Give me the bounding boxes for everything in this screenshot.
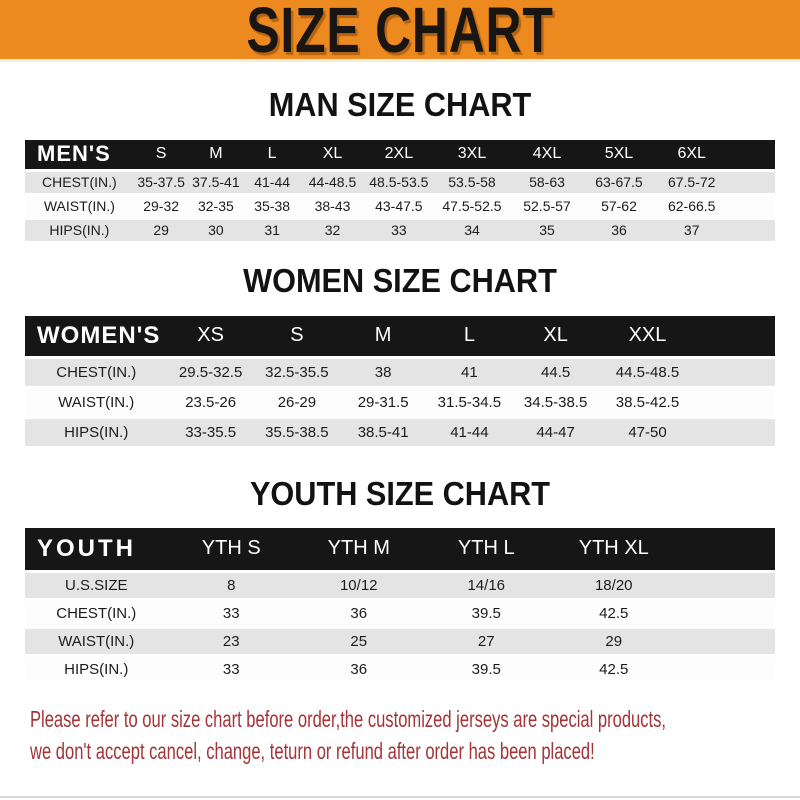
measurement-value: 44.5-48.5 [615,364,680,381]
women-section-title: WOMEN SIZE CHART [243,261,557,299]
measurement-value: 38-43 [314,198,351,214]
row-filler-cell [696,388,775,418]
table-group-label: WOMEN'S [37,321,161,349]
measurement-value: 39.5 [471,660,501,678]
measurement-value: 43-47.5 [375,198,423,214]
size-column-header: L [267,145,277,163]
measurement-value: 67.5-72 [667,174,716,190]
row-filler-cell [729,194,775,218]
measurement-value: 29-31.5 [357,394,409,411]
size-header-row [25,528,775,571]
measurement-row [25,627,775,655]
measurement-value: 36 [350,604,368,622]
measurement-label: CHEST(IN.) [56,364,137,381]
size-column-header: M [209,145,223,163]
size-column-header: XL [543,324,568,347]
measurement-value: 33 [391,222,407,238]
measurement-value: 33 [222,660,240,678]
measurement-value: 32.5-35.5 [265,364,329,381]
size-column-header: 6XL [677,145,706,163]
size-column-header: XL [322,145,343,163]
measurement-value: 33 [222,604,240,622]
measurement-value: 44.5 [541,364,571,381]
row-filler-cell [678,655,776,683]
youth-size-section [0,475,800,685]
measurement-value: 57-62 [601,198,637,214]
measurement-value: 35.5-38.5 [265,424,329,441]
measurement-value: 25 [350,632,368,650]
measurement-value: 44-47 [536,424,575,441]
measurement-value: 27 [477,632,495,650]
measurement-value: 29 [153,222,169,238]
size-column-header: M [374,324,392,347]
size-column-header: 2XL [384,145,414,163]
measurement-value: 29.5-32.5 [178,364,243,381]
measurement-label: WAIST(IN.) [43,198,115,214]
measurement-label: CHEST(IN.) [56,604,137,622]
measurement-row [25,418,775,448]
measurement-value: 47.5-52.5 [442,198,502,214]
measurement-value: 30 [208,222,224,238]
size-column-header: 4XL [532,145,562,163]
measurement-value: 47-50 [628,424,667,441]
measurement-value: 41-44 [450,424,489,441]
measurement-label: HIPS(IN.) [64,660,129,678]
size-column-header: YTH L [457,537,515,560]
measurement-row [25,655,775,683]
measurement-row [25,599,775,627]
measurement-row [25,358,775,388]
measurement-value: 29-32 [143,198,180,214]
measurement-value: 14/16 [467,576,506,594]
measurement-label: CHEST(IN.) [42,174,117,190]
header-filler-cell [678,528,776,571]
measurement-value: 34 [464,222,480,238]
measurement-value: 35-38 [254,198,291,214]
measurement-value: 33-35.5 [185,424,237,441]
measurement-label: HIPS(IN.) [49,222,110,238]
women-size-table [25,316,775,450]
measurement-value: 41 [461,364,478,381]
measurement-value: 18/20 [594,576,633,594]
measurement-label: HIPS(IN.) [64,424,129,441]
measurement-value: 58-63 [529,174,565,190]
size-column-header: S [155,145,167,163]
measurement-value: 34.5-38.5 [523,394,588,411]
size-column-header: 3XL [457,145,487,163]
measurement-row [25,388,775,418]
measurement-value: 31.5-34.5 [437,394,502,411]
row-filler-cell [729,218,775,242]
notice-line-1: Please refer to our size chart before order,the customized jerseys are special products, [30,705,667,732]
row-filler-cell [678,627,776,655]
measurement-value: 44-48.5 [308,174,357,190]
measurement-value: 29 [605,632,623,650]
measurement-value: 36 [611,222,627,238]
measurement-value: 38.5-41 [357,424,409,441]
measurement-value: 53.5-58 [448,174,496,190]
measurement-value: 48.5-53.5 [369,174,429,190]
measurement-value: 35 [539,222,555,238]
man-size-table [25,140,775,244]
measurement-value: 36 [350,660,368,678]
page-title: SIZE CHART [246,0,554,66]
youth-size-table [25,528,775,685]
measurement-value: 42.5 [599,660,629,678]
size-column-header: YTH XL [578,537,649,560]
table-group-label: MEN'S [37,141,111,167]
measurement-value: 37 [683,222,700,238]
measurement-label: WAIST(IN.) [58,394,135,411]
row-filler-cell [696,358,775,388]
measurement-value: 23.5-26 [185,394,237,411]
man-section-title: MAN SIZE CHART [268,86,532,123]
measurement-label: WAIST(IN.) [58,632,135,650]
measurement-label: U.S.SIZE [64,576,128,594]
measurement-value: 62-66.5 [667,198,716,214]
size-column-header: S [290,324,304,347]
banner [0,0,800,66]
measurement-row [25,194,775,218]
size-header-row [25,316,775,358]
size-column-header: YTH M [327,537,390,560]
measurement-value: 32-35 [197,198,234,214]
measurement-value: 38.5-42.5 [615,394,680,411]
size-column-header: XS [197,324,224,347]
measurement-row [25,571,775,599]
size-header-row [25,140,775,170]
row-filler-cell [678,571,776,599]
measurement-value: 38 [374,364,392,381]
bottom-divider [0,796,800,798]
measurement-value: 23 [222,632,240,650]
measurement-value: 42.5 [599,604,629,622]
measurement-value: 8 [227,576,236,594]
header-filler-cell [696,316,775,358]
measurement-value: 32 [324,222,341,238]
measurement-value: 10/12 [339,576,378,594]
row-filler-cell [678,599,776,627]
man-size-section [0,86,800,244]
youth-section-title: YOUTH SIZE CHART [249,475,551,512]
size-column-header: L [463,324,475,347]
notice-line-2: we don't accept cancel, change, teturn or refund after order has been placed! [30,737,595,764]
footer-notice [0,703,800,767]
table-group-label: YOUTH [37,534,136,562]
size-column-header: YTH S [201,537,261,560]
size-column-header: XXL [628,324,667,347]
size-column-header: 5XL [604,145,634,163]
measurement-value: 37.5-41 [192,174,240,190]
measurement-value: 26-29 [277,394,317,411]
header-filler-cell [729,140,775,170]
measurement-row [25,218,775,242]
measurement-value: 39.5 [471,604,501,622]
measurement-value: 41-44 [254,174,291,190]
measurement-value: 35-37.5 [137,174,185,190]
row-filler-cell [729,170,775,194]
measurement-value: 52.5-57 [523,198,571,214]
row-filler-cell [696,418,775,448]
women-size-section [0,262,800,450]
measurement-row [25,170,775,194]
measurement-value: 63-67.5 [595,174,643,190]
measurement-value: 31 [264,222,280,238]
